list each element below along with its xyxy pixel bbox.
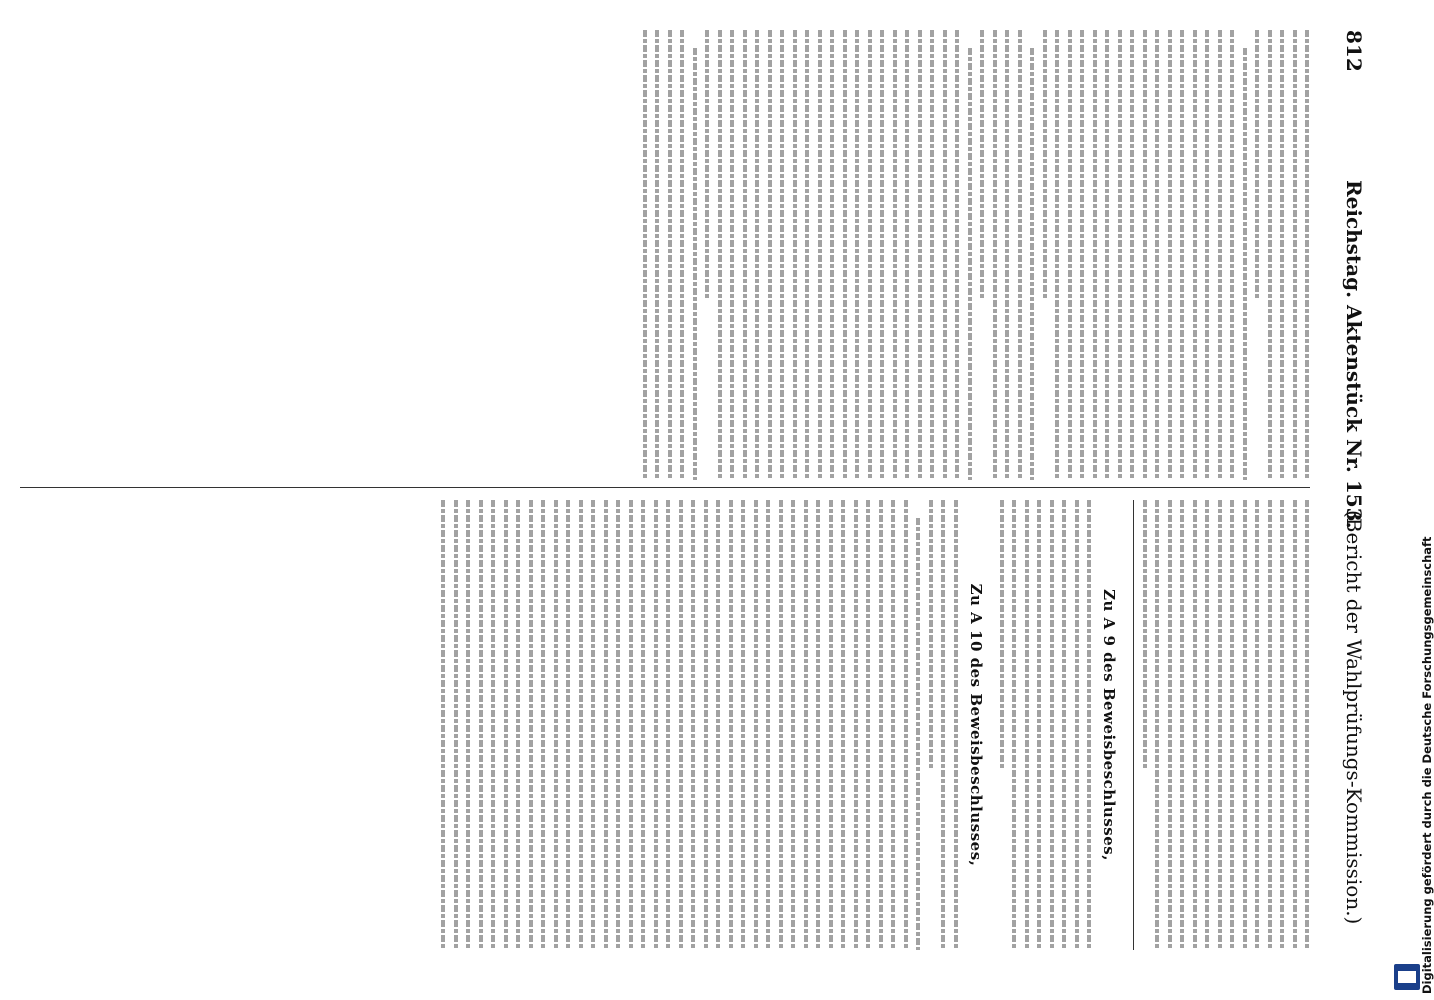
left-text-block-1 bbox=[1043, 30, 1310, 480]
right-column bbox=[18, 500, 1318, 950]
credit-text: Digitalisierung gefördert durch die Deutsche Forschungsgemeinschaft bbox=[1420, 536, 1434, 994]
page-subtitle: (Bericht der Wahlprüfungs-Kommission.) bbox=[1342, 510, 1366, 925]
page-number: 812 bbox=[1342, 30, 1366, 72]
digitization-credit bbox=[1390, 0, 1432, 1000]
left-text-block-2 bbox=[706, 30, 1035, 480]
dfg-logo-icon bbox=[1394, 964, 1420, 990]
section-heading-a9: Zu A 9 des Beweisbeschlusses, bbox=[1100, 589, 1119, 861]
page-title: Reichstag. Aktenstück Nr. 153. bbox=[1342, 180, 1366, 529]
left-column bbox=[18, 30, 1318, 480]
right-text-block-2 bbox=[1000, 500, 1092, 950]
column-divider bbox=[20, 487, 1310, 488]
left-text-block-3 bbox=[643, 30, 697, 480]
right-text-block-1 bbox=[1143, 500, 1310, 950]
section-heading-a10: Zu A 10 des Beweisbeschlusses, bbox=[967, 583, 985, 867]
section-rule bbox=[1134, 500, 1135, 950]
right-text-block-3 bbox=[442, 500, 959, 950]
page-header bbox=[1332, 30, 1372, 970]
